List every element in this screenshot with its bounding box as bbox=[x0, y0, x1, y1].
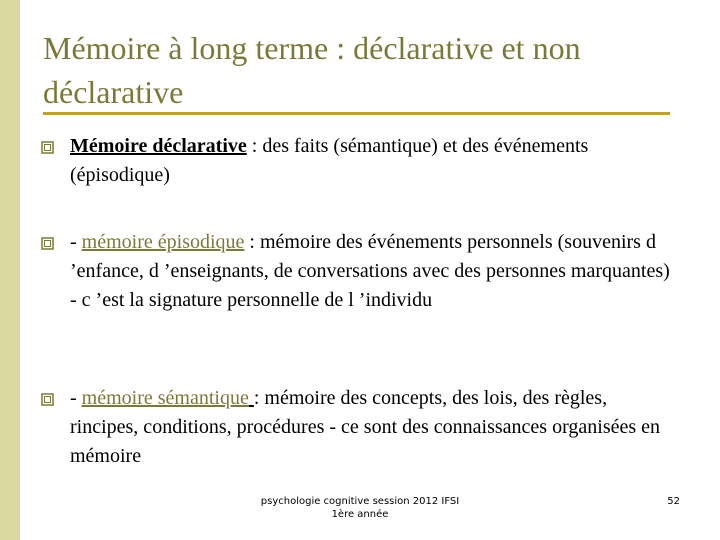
footer-year: 1ère année bbox=[331, 509, 389, 520]
left-accent-bar bbox=[0, 0, 20, 540]
square-bullet-icon bbox=[40, 392, 56, 408]
footer-course: psychologie cognitive session 2012 IFSI bbox=[260, 496, 460, 507]
definition-episodic: : mémoire des événements personnels (souvenirs d ’enfance, d ’enseignants, de conversations avec des personnes marquantes) - c ’est la signature personnelle de l ’individu bbox=[70, 231, 670, 311]
slide-footer bbox=[240, 495, 480, 521]
bullet-text bbox=[70, 132, 680, 190]
definition-declarative: : des faits (sémantique) et des événements (épisodique) bbox=[70, 135, 589, 186]
term-declarative: Mémoire déclarative bbox=[70, 135, 247, 157]
bullet-text bbox=[70, 228, 680, 315]
definition-semantic: : mémoire des concepts, des lois, des règles, rincipes, conditions, procédures - ce sont des connaissances organisées en mémoire bbox=[70, 387, 661, 467]
square-bullet-icon bbox=[40, 236, 56, 252]
term-semantic: mémoire sémantique bbox=[81, 387, 249, 409]
term-episodic: mémoire épisodique bbox=[81, 231, 245, 253]
slide-title: Mémoire à long terme : déclarative et non déclarative bbox=[43, 30, 581, 110]
bullet-dash: - bbox=[70, 387, 82, 409]
square-bullet-icon bbox=[40, 140, 56, 156]
bullet-text bbox=[70, 384, 680, 471]
page-number: 52 bbox=[667, 496, 680, 507]
title-divider bbox=[43, 112, 670, 115]
bullet-dash: - bbox=[70, 231, 82, 253]
